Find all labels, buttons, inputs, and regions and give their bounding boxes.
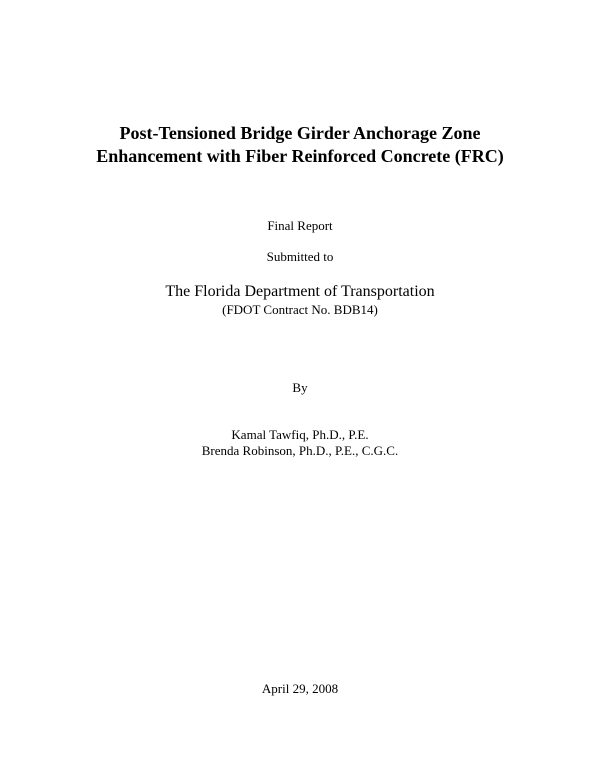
report-title-line-2: Enhancement with Fiber Reinforced Concrete (FRC)	[96, 146, 504, 166]
agency-name: The Florida Department of Transportation	[165, 283, 435, 300]
report-date: April 29, 2008	[261, 681, 339, 696]
author-2: Brenda Robinson, Ph.D., P.E., C.G.C.	[201, 443, 399, 458]
submitted-to-label: Submitted to	[266, 249, 334, 264]
report-type: Final Report	[267, 218, 333, 233]
author-1: Kamal Tawfiq, Ph.D., P.E.	[231, 427, 369, 442]
contract-number: (FDOT Contract No. BDB14)	[222, 302, 378, 317]
by-label: By	[292, 380, 308, 395]
report-title-line-1: Post-Tensioned Bridge Girder Anchorage Zone	[119, 123, 481, 143]
